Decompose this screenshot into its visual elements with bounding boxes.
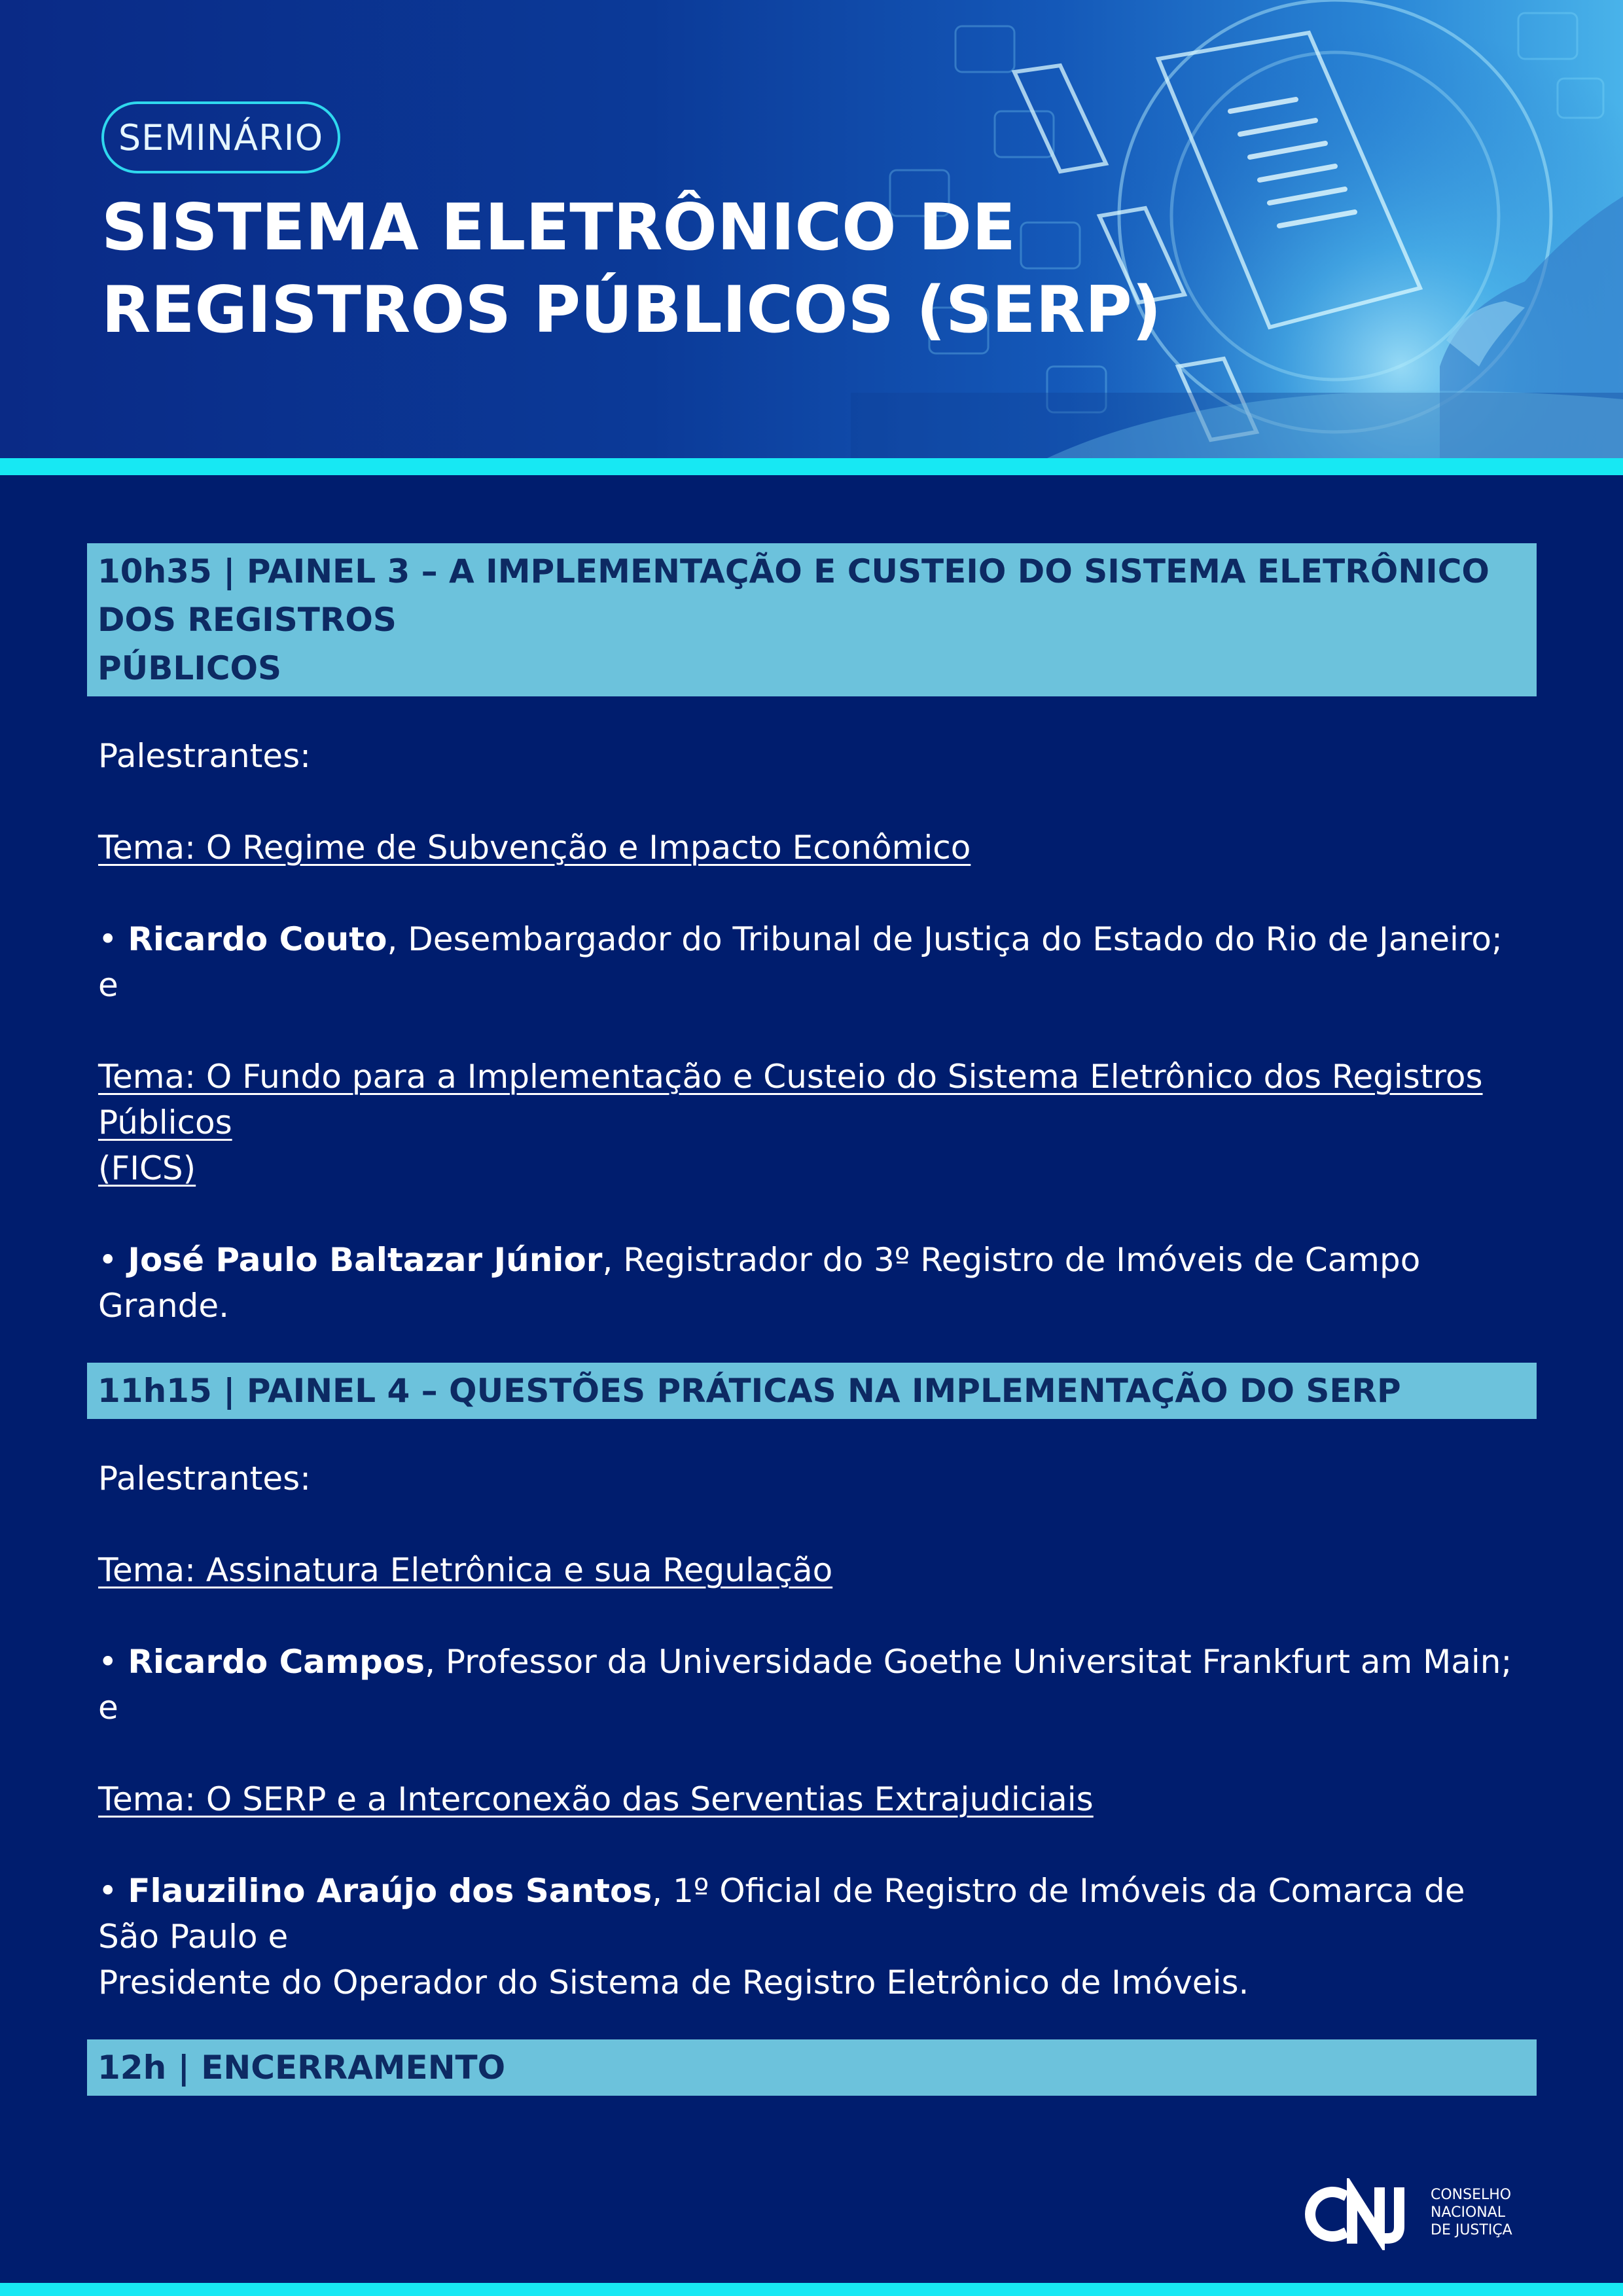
closing-heading bbox=[87, 2039, 1537, 2096]
panel-4-speaker-2: • Flauzilino Araújo dos Santos, 1º Oficial de Registro de Imóveis da Comarca de São Paulo e Presidente do Operador do Sistema de Registro Eletrônico de Imóveis. bbox=[87, 1868, 1537, 2005]
panel-3-heading-line-2: PÚBLICOS bbox=[98, 649, 282, 687]
speaker-name: Flauzilino Araújo dos Santos bbox=[128, 1872, 652, 1910]
panel-3-topic-2-line-2: (FICS) bbox=[98, 1149, 196, 1187]
cnj-logo bbox=[1301, 2178, 1537, 2250]
title-line-2: REGISTROS PÚBLICOS (SERP) bbox=[101, 273, 1162, 348]
panel-4-topic-1-text: Tema: Assinatura Eletrônica e sua Regulação bbox=[98, 1551, 833, 1589]
panel-3-speaker-2: • José Paulo Baltazar Júnior, Registrador do 3º Registro de Imóveis de Campo Grande. bbox=[98, 1241, 1421, 1325]
panel-4-speaker-1: • Ricardo Campos, Professor da Universidade Goethe Universitat Frankfurt am Main; e bbox=[98, 1643, 1512, 1727]
panel-3-topic-1 bbox=[87, 825, 1537, 870]
panel-4-heading bbox=[87, 1363, 1537, 1419]
panel-3-heading-line-1: 10h35 | PAINEL 3 – A IMPLEMENTAÇÃO E CUSTEIO DO SISTEMA ELETRÔNICO DOS REGISTROS bbox=[98, 552, 1489, 639]
speaker-description: , Professor da Universidade Goethe Universitat Frankfurt am Main; e bbox=[98, 1643, 1512, 1727]
panel-3-topic-2 bbox=[87, 1054, 1537, 1191]
panel-4-heading-text: 11h15 | PAINEL 4 – QUESTÕES PRÁTICAS NA IMPLEMENTAÇÃO DO SERP bbox=[98, 1372, 1401, 1410]
page-title bbox=[101, 187, 1162, 351]
panel-3-speakers-label: Palestrantes: bbox=[98, 737, 311, 775]
panel-4-topic-2 bbox=[87, 1776, 1537, 1822]
cnj-logo-mark bbox=[1301, 2178, 1425, 2250]
logo-text-line-1: CONSELHO bbox=[1431, 2187, 1512, 2203]
footer-accent-stripe bbox=[0, 2283, 1623, 2296]
speaker-description: , Registrador do 3º Registro de Imóveis de Campo Grande. bbox=[98, 1241, 1421, 1325]
speaker-description-line-2: Presidente do Operador do Sistema de Registro Eletrônico de Imóveis. bbox=[98, 1964, 1249, 2001]
header-banner bbox=[0, 0, 1623, 458]
speaker-name: Ricardo Couto bbox=[128, 920, 387, 958]
panel-3-speaker-1: • Ricardo Couto, Desembargador do Tribunal de Justiça do Estado do Rio de Janeiro; e bbox=[98, 920, 1503, 1004]
title-line-1: SISTEMA ELETRÔNICO DE bbox=[101, 190, 1016, 265]
header-accent-stripe bbox=[0, 458, 1623, 475]
speaker-name: José Paulo Baltazar Júnior bbox=[128, 1241, 603, 1279]
panel-3-topic-1-text: Tema: O Regime de Subvenção e Impacto Econômico bbox=[98, 829, 971, 867]
cnj-logo-text bbox=[1431, 2186, 1512, 2239]
panel-4-topic-1 bbox=[87, 1547, 1537, 1593]
seminar-tag: SEMINÁRIO bbox=[101, 101, 340, 173]
program-content bbox=[87, 543, 1537, 2096]
panel-4-topic-2-text: Tema: O SERP e a Interconexão das Serventias Extrajudiciais bbox=[98, 1780, 1094, 1818]
logo-text-line-2: NACIONAL bbox=[1431, 2204, 1506, 2221]
panel-4-speakers-label: Palestrantes: bbox=[98, 1460, 311, 1498]
speaker-description: , 1º Oficial de Registro de Imóveis da Comarca de São Paulo e bbox=[98, 1872, 1465, 1956]
panel-3-heading bbox=[87, 543, 1537, 696]
closing-heading-text: 12h | ENCERRAMENTO bbox=[98, 2049, 506, 2087]
panel-3-topic-2-line-1: Tema: O Fundo para a Implementação e Custeio do Sistema Eletrônico dos Registros Públicos bbox=[98, 1058, 1483, 1141]
logo-text-line-3: DE JUSTIÇA bbox=[1431, 2222, 1512, 2238]
speaker-description: , Desembargador do Tribunal de Justiça do Estado do Rio de Janeiro; e bbox=[98, 920, 1503, 1004]
speaker-name: Ricardo Campos bbox=[128, 1643, 425, 1681]
